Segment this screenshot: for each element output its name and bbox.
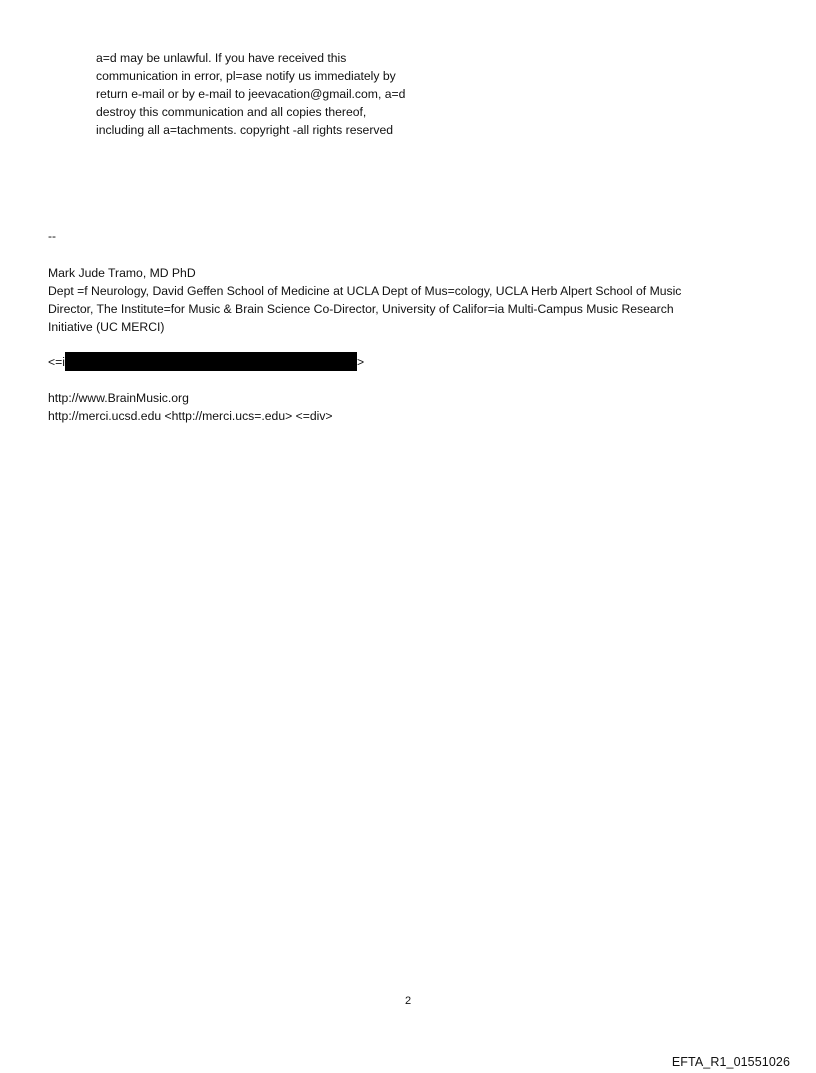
- signature-links: [48, 389, 333, 425]
- brainmusic-link[interactable]: http://www.BrainMusic.org: [48, 391, 189, 405]
- signature-affiliation-line: Dept =f Neurology, David Geffen School of Medicine at UCLA Dept of Mus=cology, UCLA Herb Alpert School of Music: [48, 284, 682, 298]
- redacted-line: [48, 352, 364, 372]
- disclaimer-line: destroy this communication and all copies thereof,: [96, 105, 367, 119]
- redacted-suffix: >: [356, 355, 365, 369]
- signature-separator: --: [48, 229, 56, 243]
- disclaimer-line: including all a=tachments. copyright -all rights reserved: [96, 123, 394, 137]
- signature-name: Mark Jude Tramo, MD PhD: [48, 266, 196, 280]
- document-id: EFTA_R1_01551026: [671, 1055, 790, 1069]
- signature-block: [48, 264, 768, 336]
- page-number: 2: [404, 995, 412, 1007]
- disclaimer-block: [96, 49, 476, 139]
- disclaimer-line: return e-mail or by e-mail to jeevacation@gmail.com, a=d: [96, 87, 406, 101]
- signature-affiliation-line: Initiative (UC MERCI): [48, 320, 165, 334]
- redacted-prefix: <=i: [48, 355, 65, 369]
- redaction-bar: [65, 352, 357, 371]
- merci-link[interactable]: http://merci.ucsd.edu <http://merci.ucs=.edu> <=div>: [48, 409, 333, 423]
- disclaimer-line: a=d may be unlawful. If you have received this: [96, 51, 347, 65]
- disclaimer-line: communication in error, pl=ase notify us immediately by: [96, 69, 396, 83]
- signature-affiliation-line: Director, The Institute=for Music & Brain Science Co-Director, University of Califor=ia Multi-Campus Music Research: [48, 302, 674, 316]
